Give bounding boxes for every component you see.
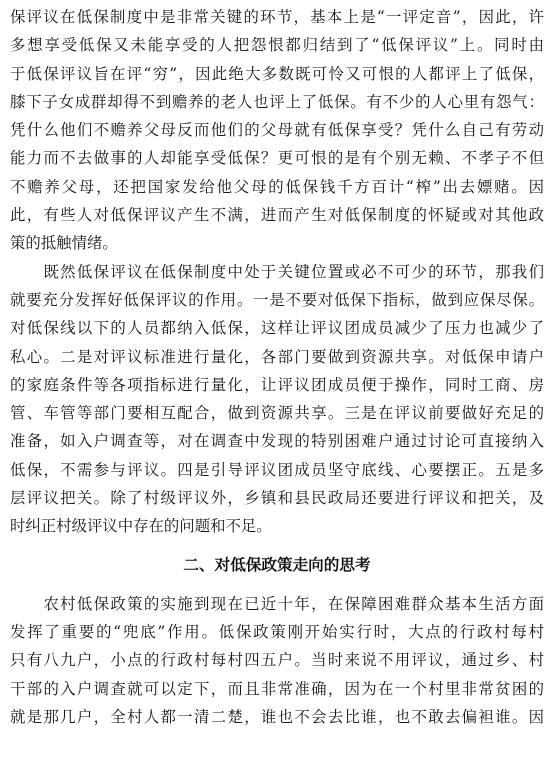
text-line: 私心。二是对评议标准进行量化，各部门要做到资源共享。对低保申请户 xyxy=(10,347,544,366)
text-line: 的家庭条件等各项指标进行量化，让评议团成员便于操作，同时工商、房 xyxy=(10,375,544,394)
section-heading: 二、对低保政策走向的思考 xyxy=(183,555,371,574)
paragraph-evaluation-measures xyxy=(10,258,544,541)
text-line: 时纠正村级评议中存在的问题和不足。 xyxy=(10,517,272,536)
text-line: 既然低保评议在低保制度中处于关键位置或必不可少的环节，那我们 xyxy=(10,262,544,281)
text-line: 层评议把关。除了村级评议外，乡镇和县民政局还要进行评议和把关，及 xyxy=(10,489,544,508)
text-line: 就是那几户，全村人都一清二楚，谁也不会去比谁，也不敢去偏袒谁。因 xyxy=(10,707,544,726)
paragraph-policy-trend xyxy=(10,590,544,731)
text-line: 只有八九户，小点的行政村每村四五户。当时来说不用评议，通过乡、村 xyxy=(10,651,544,670)
text-line: 多想享受低保又未能享受的人把怨恨都归结到了“低保评议”上。同时由 xyxy=(10,36,544,55)
text-line: 策的抵触情绪。 xyxy=(10,234,118,253)
text-line: 低保，不需参与评议。四是引导评议团成员坚守底线、心要摆正。五是多 xyxy=(10,460,544,479)
text-line: 就要充分发挥好低保评议的作用。一是不要对低保下指标，做到应保尽保。 xyxy=(10,290,544,309)
text-line: 管、车管等部门要相互配合，做到资源共享。三是在评议前要做好充足的 xyxy=(10,404,544,423)
text-line: 对低保线以下的人员都纳入低保，这样让评议团成员减少了压力也减少了 xyxy=(10,319,544,338)
text-line: 于低保评议旨在评“穷”，因此绝大多数既可怜又可恨的人都评上了低保， xyxy=(10,64,544,83)
text-line: 膝下子女成群却得不到赡养的老人也评上了低保。有不少的人心里有怨气： xyxy=(10,92,544,111)
text-line: 干部的入户调查就可以定下，而且非常准确，因为在一个村里非常贫困的 xyxy=(10,679,544,698)
text-line: 此，有些人对低保评议产生不满，进而产生对低保制度的怀疑或对其他政 xyxy=(10,206,544,225)
text-line: 农村低保政策的实施到现在已近十年，在保障困难群众基本生活方面 xyxy=(10,594,544,613)
text-line: 保评议在低保制度中是非常关键的环节，基本上是“一评定音”，因此，许 xyxy=(10,8,544,26)
text-line: 不赡养父母，还把国家发给他父母的低保钱千方百计“榨”出去嫖赌。因 xyxy=(10,177,544,196)
paragraph-low-income-evaluation xyxy=(10,3,544,258)
text-line: 能力而不去做事的人却能享受低保？更可恨的是有个别无赖、不孝子不但 xyxy=(10,149,544,168)
text-line: 凭什么他们不赡养父母反而他们的父母就有低保享受？凭什么自己有劳动 xyxy=(10,121,544,140)
text-line: 准备，如入户调查等，对在调查中发现的特别困难户通过讨论可直接纳入 xyxy=(10,432,544,451)
text-line: 发挥了重要的“兜底”作用。低保政策刚开始实行时，大点的行政村每村 xyxy=(10,622,544,641)
